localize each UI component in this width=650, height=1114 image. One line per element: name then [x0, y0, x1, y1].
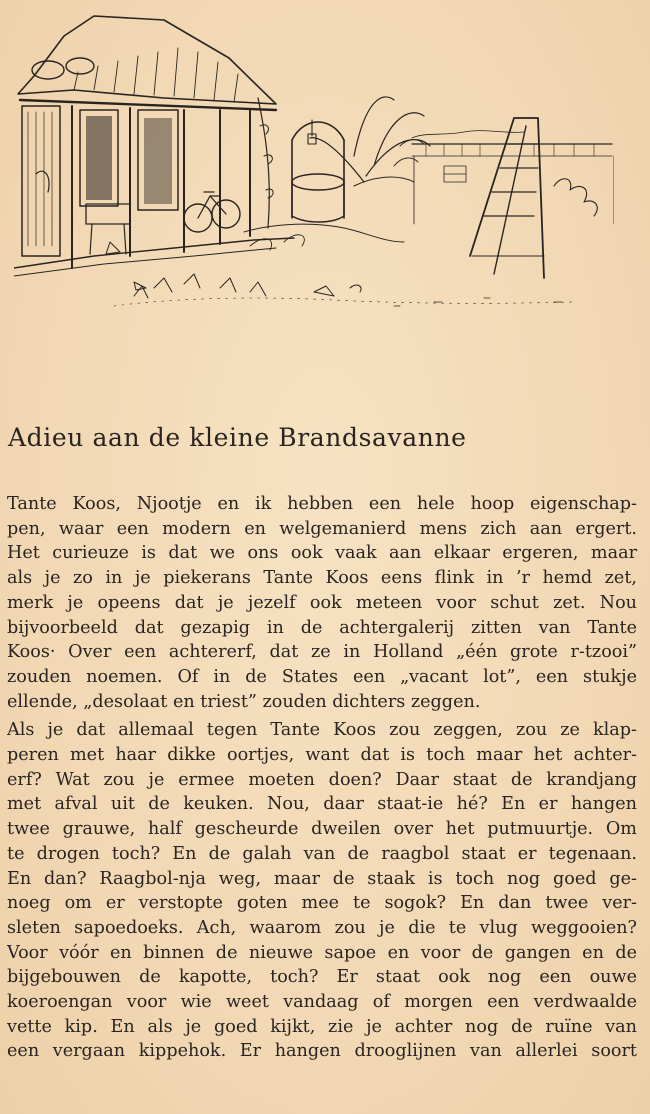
text-line: als je zo in je piekerans Tante Koos eens flink in ’r hemd zet,: [7, 568, 637, 589]
paragraph-2: [7, 718, 637, 1064]
text-line: twee grauwe, half gescheurde dweilen over het putmuurtje. Om: [7, 819, 637, 840]
text-line: noeg om er verstopte goten mee te sogok? En dan twee ver-: [7, 893, 637, 914]
text-line: pen, waar een modern en welgemanierd mens zich aan ergert.: [7, 518, 637, 539]
text-line: bijvoorbeeld dat gezapig in de achtergalerij zitten van Tante: [7, 617, 637, 638]
text-line: erf? Wat zou je ermee moeten doen? Daar staat de krandjang: [7, 769, 637, 790]
house-sketch-illustration: [14, 6, 614, 316]
text-line: peren met haar dikke oortjes, want dat is toch maar het achter-: [7, 745, 637, 766]
body-text: [7, 492, 637, 1064]
text-line: ellende, „desolaat en triest” zouden dichters zeggen.: [7, 691, 481, 712]
text-line: te drogen toch? En de galah van de raagbol staat er tegenaan.: [7, 843, 637, 864]
text-line: sleten sapoedoeks. Ach, waarom zou je die te vlug weggooien?: [7, 917, 637, 938]
text-line: Koos· Over een achtererf, dat ze in Holland „één grote r-tzooi”: [7, 642, 637, 663]
text-line: met afval uit de keuken. Nou, daar staat-ie hé? En er hangen: [7, 794, 637, 815]
text-line: En dan? Raagbol-nja weg, maar de staak is toch nog goed ge-: [7, 868, 637, 889]
text-line: bijgebouwen de kapotte, toch? Er staat ook nog een ouwe: [7, 967, 637, 988]
paragraph-1: [7, 492, 637, 714]
text-line: Het curieuze is dat we ons ook vaak aan elkaar ergeren, maar: [7, 543, 637, 564]
text-line: zouden noemen. Of in de States een „vacant lot”, een stukje: [7, 666, 637, 687]
text-line: vette kip. En als je goed kijkt, zie je achter nog de ruïne van: [7, 1016, 637, 1037]
text-line: een vergaan kippehok. Er hangen drooglijnen van allerlei soort: [7, 1041, 637, 1062]
text-line: Tante Koos, Njootje en ik hebben een hele hoop eigenschap-: [7, 494, 637, 514]
text-line: Als je dat allemaal tegen Tante Koos zou zeggen, zou ze klap-: [7, 720, 637, 741]
text-line: koeroengan voor wie weet vandaag of morgen een verdwaalde: [7, 992, 637, 1013]
text-line: Voor vóór en binnen de nieuwe sapoe en voor de gangen en de: [7, 942, 637, 963]
text-line: merk je opeens dat je jezelf ook meteen voor schut zet. Nou: [7, 592, 637, 613]
chapter-title: Adieu aan de kleine Brandsavanne: [8, 423, 467, 452]
